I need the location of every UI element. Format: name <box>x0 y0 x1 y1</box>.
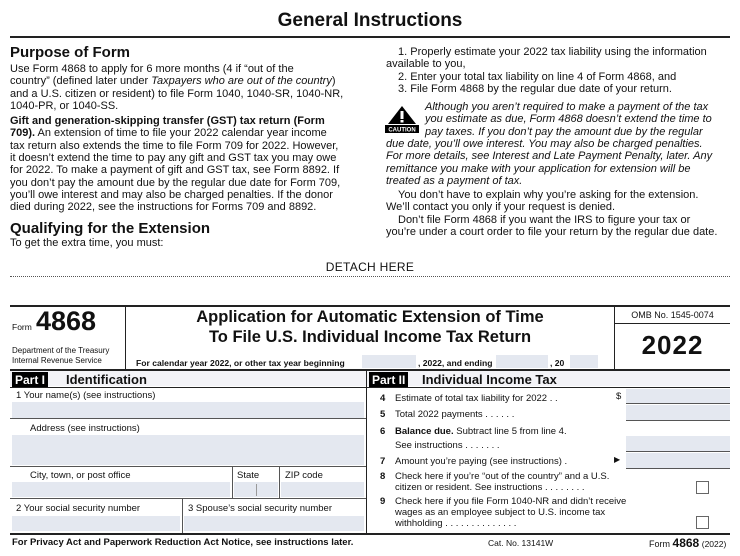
line8-label: Check here if you’re “out of the country” and a U.S. citizen or resident. See instructions . . . . . . . . <box>395 471 610 493</box>
detach-line <box>10 276 730 277</box>
qualify-heading: Qualifying for the Extension <box>10 219 211 237</box>
tax-year-line: For calendar year 2022, or other tax year beginning <box>136 358 345 368</box>
begin-date-field[interactable] <box>362 355 416 368</box>
gst-paragraph: Gift and generation-skipping transfer (GST) tax return (Form 709). An extension of time to file your 2022 calendar year income tax return also extends the time to file Form 709 for 2022. However, it doesn’t extend the time to pay any gift and GST tax you may owe for 2022. To make a payment of gift and GST tax, see Form 8892. If you don’t pay the amount due by the regular due date for Form 709, you’ll owe interest and may also be charged penalties. If the donor died during 2022, see the instructions for Forms 709 and 8892. <box>10 115 341 214</box>
end-year-field[interactable] <box>570 355 598 368</box>
line8-checkbox[interactable] <box>696 481 709 494</box>
name-input[interactable] <box>12 402 364 418</box>
privacy-notice: For Privacy Act and Paperwork Reduction Act Notice, see instructions later. <box>12 537 354 548</box>
zip-label: ZIP code <box>285 470 323 481</box>
left-column <box>10 44 370 249</box>
svg-text:CAUTION: CAUTION <box>388 127 416 133</box>
closing-text: You don’t have to explain why you’re asking for the extension. We’ll contact you only if your request is denied. Don’t file Form 4868 if you want the IRS to figure your tax or you’re under a court order to file your return by the regular due date. <box>386 189 718 238</box>
line5-input[interactable] <box>626 405 730 420</box>
part2-title: Individual Income Tax <box>422 372 557 387</box>
arrow-right-icon: ▶ <box>614 455 621 464</box>
spouse-ssn-input[interactable] <box>184 516 364 531</box>
line4-input[interactable] <box>626 389 730 403</box>
footer-form-id: Form 4868 (2022) <box>649 536 727 550</box>
line6-label: Balance due. Subtract line 5 from line 4. <box>395 426 567 437</box>
caution-icon <box>385 105 419 133</box>
zip-input[interactable] <box>281 482 364 497</box>
caution-text-bottom: due date, you’ll owe interest. You may also be charged penalties. For more details, see Interest and Late Payment Penalty, later. Any remittance you make with your application for extension will be treated as a payment of tax. <box>386 138 713 187</box>
step-1: 1. Properly estimate your 2022 tax liability using the information <box>398 46 707 58</box>
address-label: Address (see instructions) <box>30 423 140 434</box>
line7-label: Amount you’re paying (see instructions) . <box>395 456 568 467</box>
part1-title: Identification <box>66 372 147 387</box>
qualify-text: To get the extra time, you must: <box>10 236 164 249</box>
part2-label: Part II <box>369 372 408 388</box>
omb-number: OMB No. 1545-0074 <box>631 310 714 320</box>
form-id-block: Form 4868 Department of the Treasury Internal Revenue Service <box>12 306 110 365</box>
line7-input[interactable] <box>626 453 730 468</box>
step-3: 3. File Form 4868 by the regular due date of your return. <box>398 82 672 95</box>
catalog-number: Cat. No. 13141W <box>488 538 554 548</box>
state-label: State <box>237 470 260 481</box>
form-number: 4868 <box>36 306 97 336</box>
line9-checkbox[interactable] <box>696 516 709 529</box>
city-label: City, town, or post office <box>30 470 131 481</box>
part1-label: Part I <box>12 372 48 388</box>
city-input[interactable] <box>12 482 230 497</box>
caution-text-top: Although you aren’t required to make a payment of the tax you estimate as due, Form 4868 doesn’t extend the time to pay taxes. If you don’t pay the amount due by the regular <box>425 101 712 138</box>
name-label: 1 Your name(s) (see instructions) <box>16 390 156 401</box>
detach-label: DETACH HERE <box>325 260 415 274</box>
purpose-text: Use Form 4868 to apply for 6 more months (4 if “out of the country” (defined later under Taxpayers who are out of the country) and a U.S. citizen or resident) to file Form 1040, 1040-SR, 1040-NR, 1040-PR, or 1040-SS. <box>10 63 344 112</box>
ssn-input[interactable] <box>12 516 180 531</box>
purpose-heading: Purpose of Form <box>10 44 131 61</box>
line6-input[interactable] <box>626 436 730 451</box>
line9-label: Check here if you file Form 1040-NR and didn’t receive wages as an employee subject to U.S. income tax withholding . . . . . . . . . . . . . . <box>395 496 627 529</box>
form-year: 2022 <box>641 330 704 360</box>
address-input[interactable] <box>12 435 364 465</box>
page-title: General Instructions <box>277 10 463 31</box>
line5-label: Total 2022 payments . . . . . . <box>395 409 515 420</box>
line4-label: Estimate of total tax liability for 2022 . . <box>395 393 558 404</box>
right-column: 1. Properly estimate your 2022 tax liability using the information available to you, 2. Enter your total tax liability on line 4 of Form 4868, and 3. File Form 4868 by the regular due date of your return. <box>386 46 734 95</box>
step-2: 2. Enter your total tax liability on line 4 of Form 4868, and <box>398 70 677 83</box>
title-rule <box>10 36 730 38</box>
end-date-field[interactable] <box>496 355 548 368</box>
ssn-label: 2 Your social security number <box>16 503 141 514</box>
form-title: Application for Automatic Extension of Time To File U.S. Individual Income Tax Return <box>196 308 544 346</box>
spouse-ssn-label: 3 Spouse’s social security number <box>188 503 332 514</box>
